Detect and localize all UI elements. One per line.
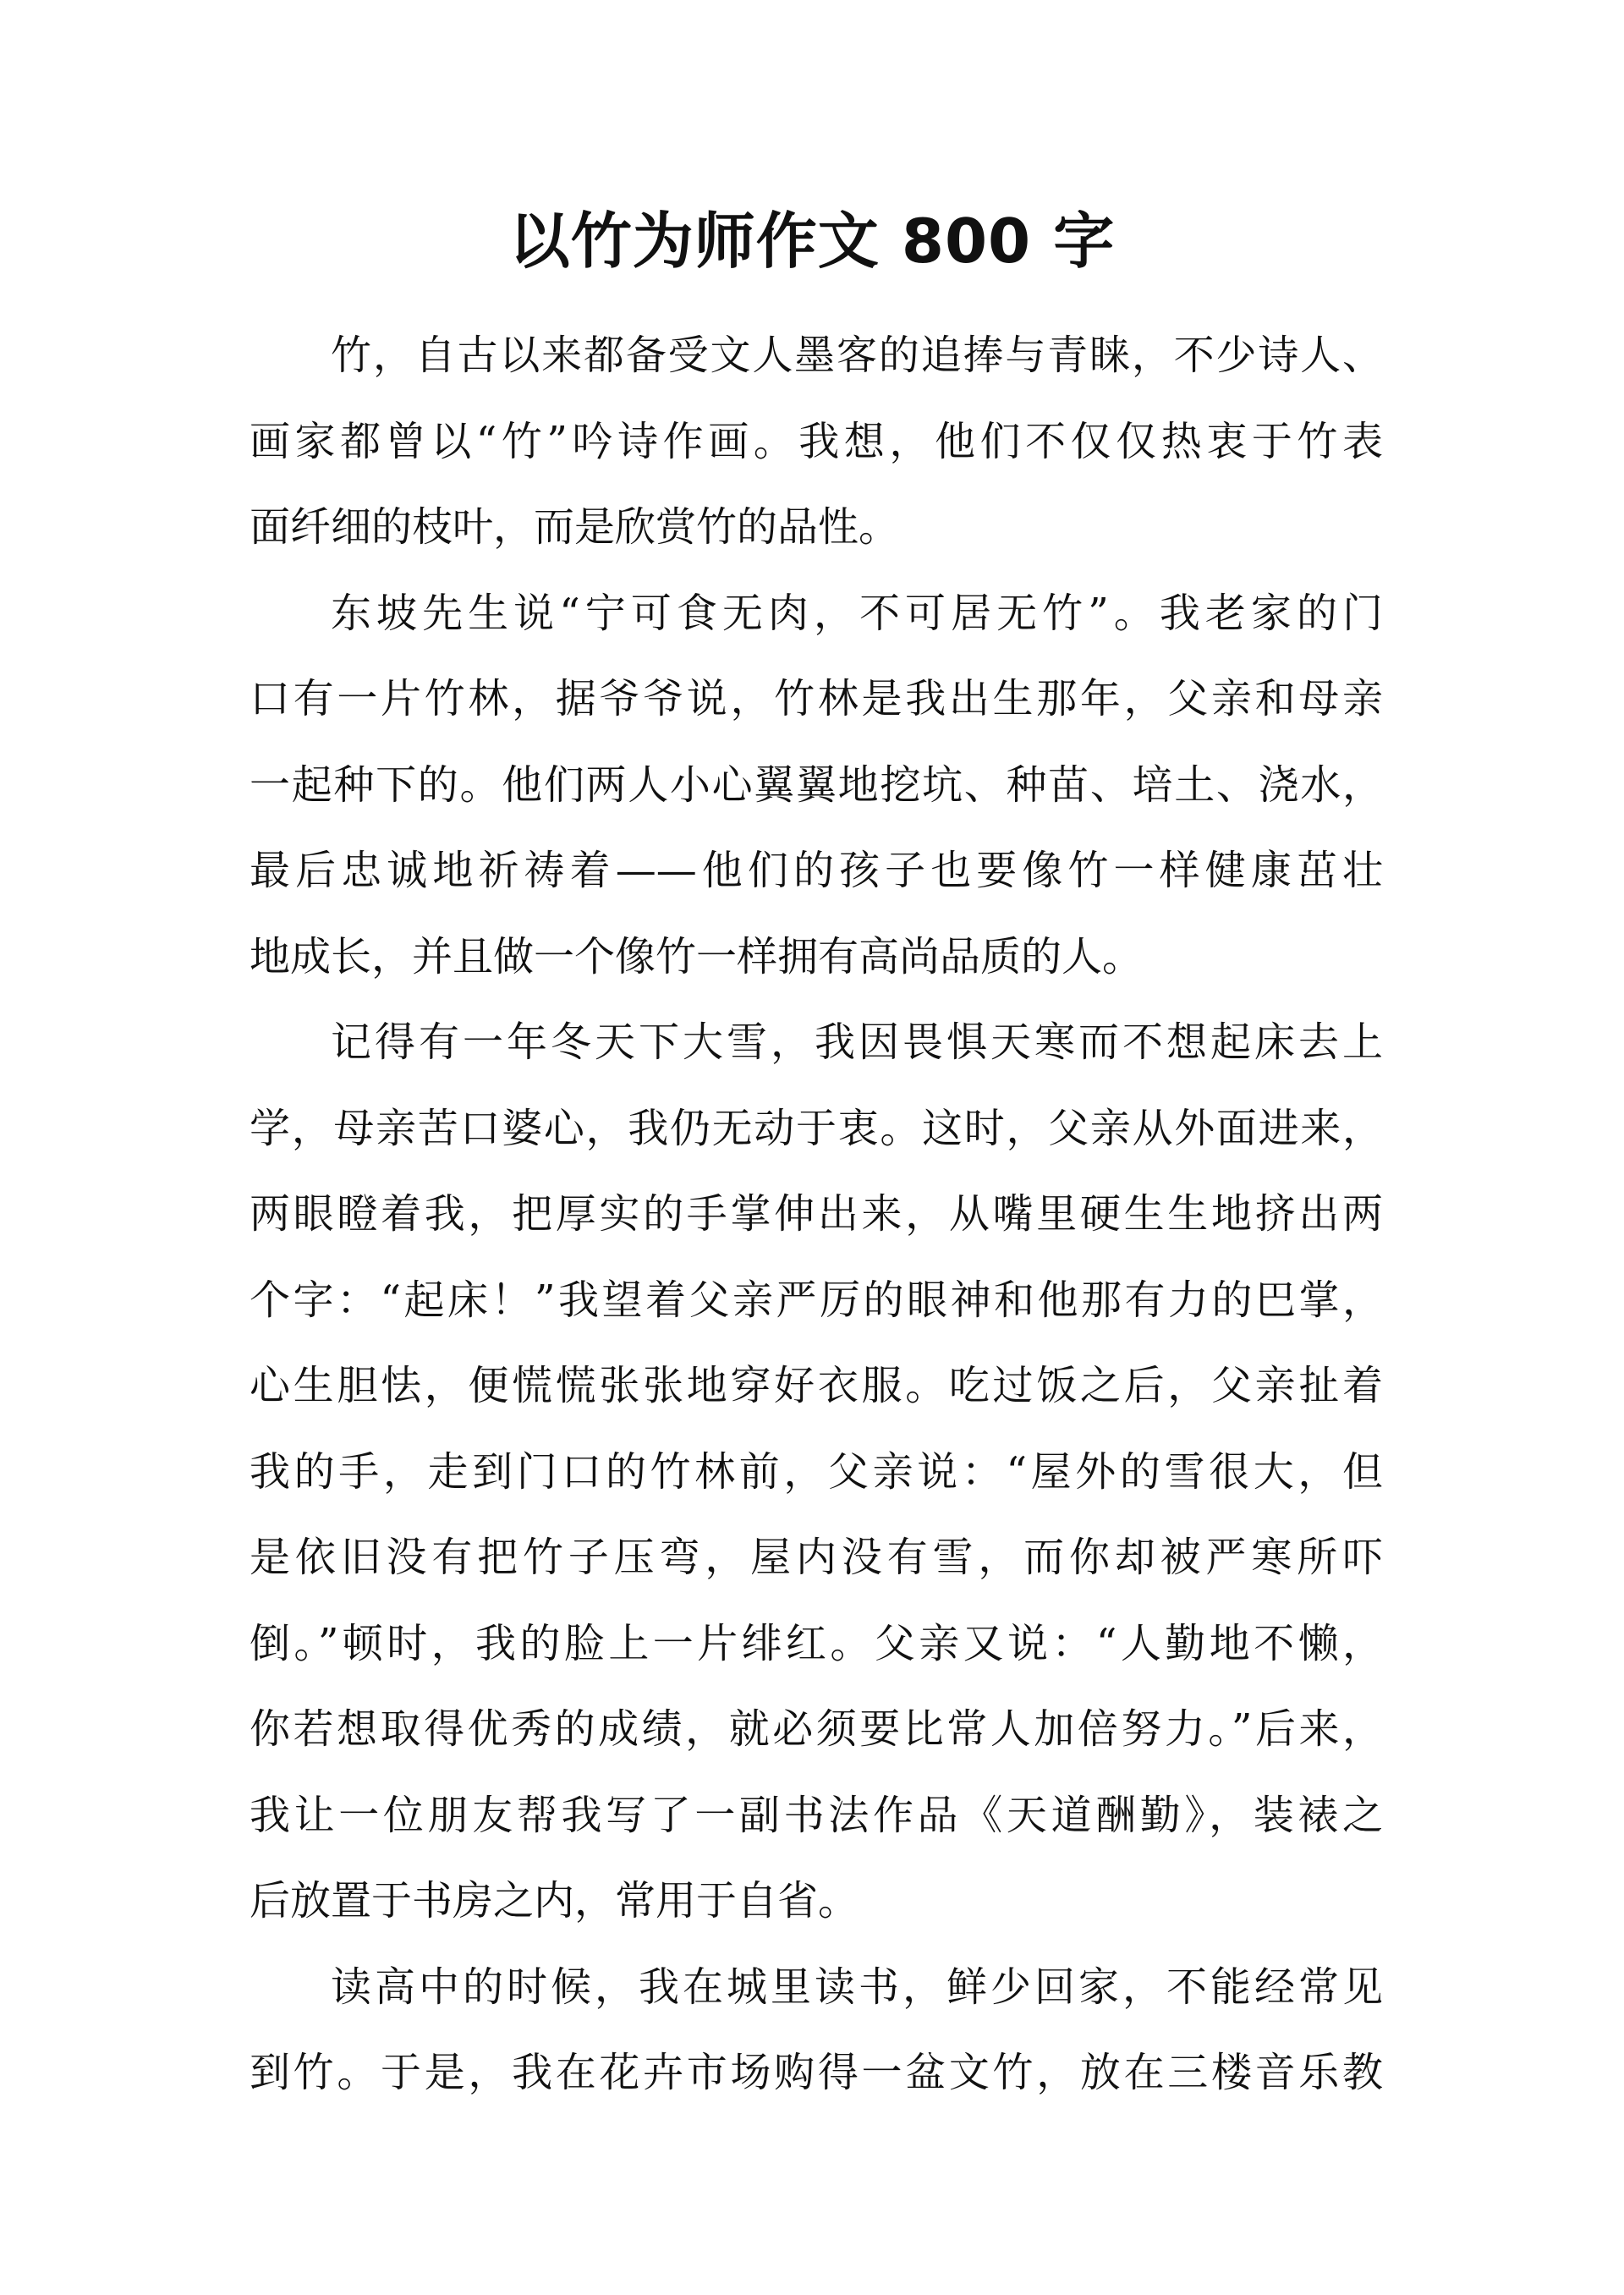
paragraph-line: 心生胆怯，便慌慌张张地穿好衣服。吃过饭之后，父亲扯着: [250, 1362, 1383, 1409]
paragraph-line: 学，母亲苦口婆心，我仍无动于衷。这时，父亲从外面进来，: [250, 1104, 1383, 1152]
paragraph-line: 东坡先生说“宁可食无肉，不可居无竹”。我老家的门: [331, 589, 1383, 637]
paragraph-line: 到竹。于是，我在花卉市场购得一盆文竹，放在三楼音乐教: [250, 2049, 1383, 2096]
paragraph-line: 读高中的时候，我在城里读书，鲜少回家，不能经常见: [331, 1963, 1383, 2011]
paragraph-3: [250, 1000, 1383, 1945]
paragraph-line: 口有一片竹林，据爷爷说，竹林是我出生那年，父亲和母亲: [250, 675, 1383, 722]
paragraph-line: 最后忠诚地祈祷着——他们的孩子也要像竹一样健康茁壮: [250, 847, 1383, 894]
paragraph-line: 你若想取得优秀的成绩，就必须要比常人加倍努力。”后来，: [250, 1705, 1383, 1753]
paragraph-line: 个字：“起床！”我望着父亲严厉的眼神和他那有力的巴掌，: [250, 1276, 1383, 1324]
paragraph-line: 我让一位朋友帮我写了一副书法作品《天道酬勤》，装裱之: [250, 1791, 1383, 1839]
paragraph-4: [250, 1945, 1383, 2117]
paragraph-line: 是依旧没有把竹子压弯，屋内没有雪，而你却被严寒所吓: [250, 1534, 1383, 1581]
paragraph-line: 我的手，走到门口的竹林前，父亲说：“屋外的雪很大，但: [250, 1447, 1383, 1496]
paragraph-1: [250, 313, 1383, 571]
paragraph-line: 面纤细的枝叶，而是欣赏竹的品性。: [250, 503, 900, 551]
paragraph-line: 记得有一年冬天下大雪，我因畏惧天寒而不想起床去上: [331, 1018, 1383, 1066]
paragraph-line: 一起种下的。他们两人小心翼翼地挖坑、种苗、培土、浇水，: [250, 760, 1383, 809]
paragraph-line: 竹，自古以来都备受文人墨客的追捧与青睐，不少诗人、: [331, 332, 1383, 379]
document-title: 以竹为师作文 800 字: [508, 206, 1116, 277]
paragraph-line: 画家都曾以“竹”吟诗作画。我想，他们不仅仅热衷于竹表: [250, 417, 1383, 465]
document-body: [250, 313, 1383, 2117]
paragraph-line: 倒。”顿时，我的脸上一片绯红。父亲又说：“人勤地不懒，: [250, 1619, 1383, 1667]
paragraph-line: 地成长，并且做一个像竹一样拥有高尚品质的人。: [250, 932, 1144, 980]
paragraph-line: 后放置于书房之内，常用于自省。: [250, 1877, 859, 1924]
paragraph-line: 两眼瞪着我，把厚实的手掌伸出来，从嘴里硬生生地挤出两: [250, 1190, 1383, 1238]
paragraph-2: [250, 571, 1383, 1001]
